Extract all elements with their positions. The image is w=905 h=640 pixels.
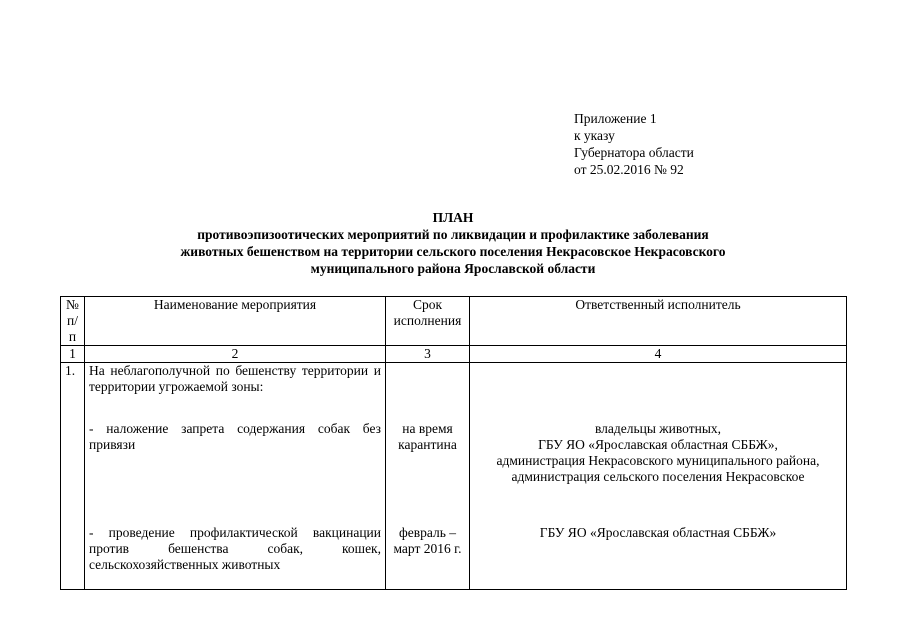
item-2-name: - проведение профилактической вакцинации против бешенства собак, кошек, сельскохозяйственных животных: [89, 525, 381, 572]
item-1-name: - наложение запрета содержания собак без привязи: [89, 421, 381, 452]
column-number-3: 3: [386, 346, 470, 363]
appendix-line-3: Губернатора области: [574, 145, 694, 160]
plan-table: [60, 296, 847, 590]
row-responsible-cell: [470, 363, 847, 590]
document-title: [60, 209, 846, 277]
header-num: № п/п: [61, 297, 85, 346]
header-name: Наименование мероприятия: [85, 297, 386, 346]
item-1-responsible-line-1: владельцы животных,: [594, 421, 722, 436]
title-line-3: животных бешенством на территории сельского поселения Некрасовское Некрасовского: [180, 244, 726, 259]
table-row: [61, 363, 847, 590]
appendix-line-1: Приложение 1: [574, 111, 657, 126]
row-term-cell: [386, 363, 470, 590]
column-number-4: 4: [470, 346, 847, 363]
appendix-line-2: к указу: [574, 128, 615, 143]
header-responsible: Ответственный исполнитель: [470, 297, 847, 346]
column-number-row: [61, 346, 847, 363]
table-header-row: [61, 297, 847, 346]
row-name-cell: [85, 363, 386, 590]
appendix-line-4: от 25.02.2016 № 92: [574, 162, 684, 177]
item-1-responsible: [474, 421, 842, 485]
column-number-1: 1: [61, 346, 85, 363]
title-line-4: муниципального района Ярославской области: [310, 261, 596, 276]
appendix-block: [574, 110, 694, 178]
item-2-term: февраль – март 2016 г.: [393, 525, 462, 556]
item-1-responsible-line-3: администрация Некрасовского муниципального района, администрация сельского поселения Некрасовское: [496, 453, 820, 484]
item-1-responsible-line-2: ГБУ ЯО «Ярославская областная СББЖ»,: [538, 437, 778, 452]
item-2-responsible: ГБУ ЯО «Ярославская областная СББЖ»: [539, 525, 777, 540]
header-term: Срок исполнения: [386, 297, 470, 346]
row-intro-text: На неблагополучной по бешенству территории и территории угрожаемой зоны:: [89, 363, 381, 394]
row-number: 1.: [61, 363, 85, 590]
title-line-2: противоэпизоотических мероприятий по ликвидации и профилактике заболевания: [197, 227, 709, 242]
column-number-2: 2: [85, 346, 386, 363]
item-1-term: на время карантина: [398, 421, 457, 452]
title-line-1: ПЛАН: [432, 210, 474, 225]
